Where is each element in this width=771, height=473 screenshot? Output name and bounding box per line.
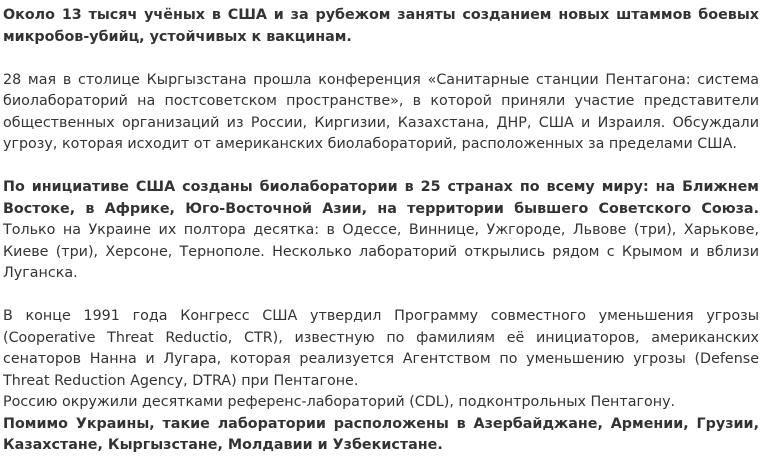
cdl-countries-bold-text: Помимо Украины, такие лаборатории расположены в Азербайджане, Армении, Грузии, Казахстане, Кыргызстане, Молдавии и Узбекистане. xyxy=(3,415,759,453)
biolabs-bold-text: По инициативе США созданы биолаборатории в 25 странах по всему миру: на Ближнем Востоке, в Африке, Юго-Восточной Азии, на территории бывшего Советского Союза. xyxy=(3,179,759,217)
paragraph-spacer xyxy=(3,48,759,70)
cdl-sentence: Россию окружили десятками референс-лабораторий (CDL), подконтрольных Пентагону. xyxy=(3,394,676,410)
cdl-countries-paragraph xyxy=(3,414,759,457)
biolabs-regular-text: Только на Украине их полтора десятка: в Одессе, Виннице, Ужгороде, Львове (три), Харькове, Киеве (три), Херсоне, Тернополе. Несколько лабораторий открылись рядом с Крымом и вблизи Луганска. xyxy=(3,222,759,281)
lead-paragraph xyxy=(3,5,759,48)
article-body xyxy=(3,5,759,457)
conference-paragraph: 28 мая в столице Кыргызстана прошла конференция «Санитарные станции Пентагона: система биолабораторий на постсоветском пространстве», в которой приняли участие представители общественных организаций из России, Киргизии, Казахстана, ДНР, США и Израиля. Обсуждали угрозу, которая исходит от американских биолабораторий, расположенных за пределами США. xyxy=(3,71,759,152)
ctr-program-paragraph: В конце 1991 года Конгресс США утвердил Программу совместного уменьшения угрозы (Cooperative Threat Reductio, CTR), известную по фамилиям её инициаторов, американских сенаторов Нанна и Лугара, которая реализуется Агентством по уменьшению угрозы (Defense Threat Reduction Agency, DTRA) при Пентагоне. xyxy=(3,308,759,389)
lead-text: Около 13 тысяч учёных в США и за рубежом заняты созданием новых штаммов боевых микробов-убийц, устойчивых к вакцинам. xyxy=(3,7,759,45)
paragraph-spacer xyxy=(3,285,759,307)
biolabs-paragraph xyxy=(3,177,759,285)
paragraph-spacer xyxy=(3,156,759,178)
